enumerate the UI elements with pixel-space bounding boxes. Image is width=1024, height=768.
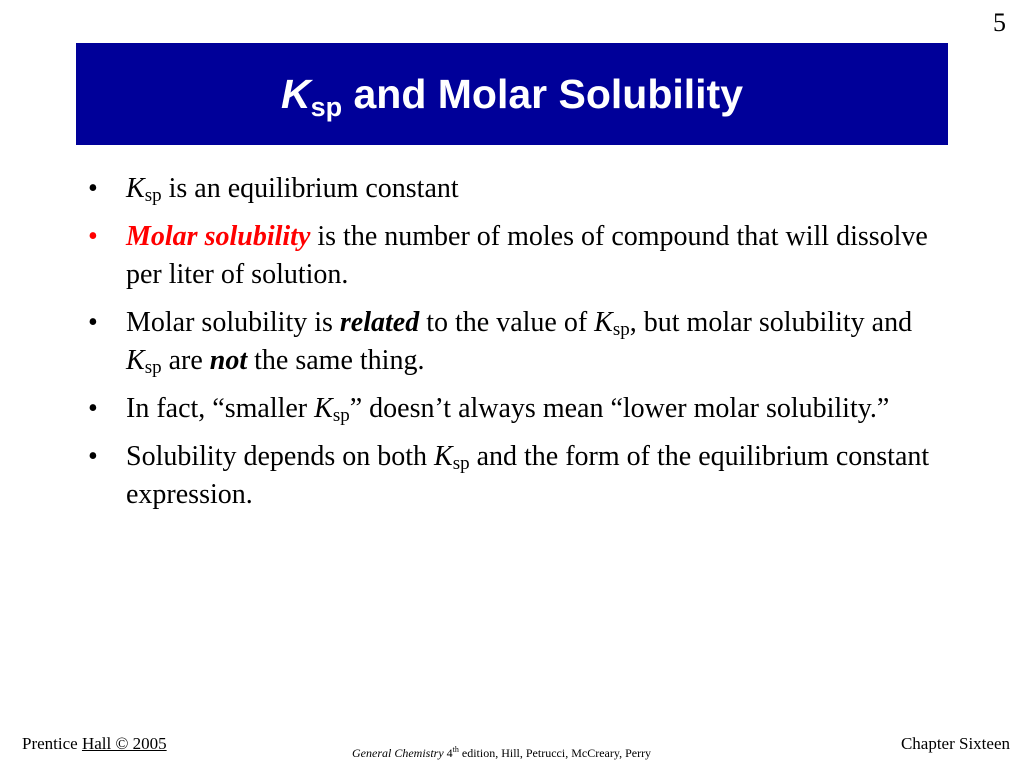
ksp-subscript: sp: [144, 357, 162, 378]
bullet-text: the same thing.: [247, 345, 425, 376]
bullet-text: Solubility depends on both: [126, 441, 434, 472]
related-emphasis: related: [339, 307, 420, 338]
title-text: and Molar Solubility: [342, 70, 744, 117]
ksp-subscript: sp: [144, 185, 162, 206]
bullet-marker: •: [88, 221, 98, 252]
bullet-text: are: [161, 345, 210, 376]
ksp-symbol: K: [126, 345, 145, 376]
bullet-item-5: [86, 438, 946, 514]
ksp-symbol: K: [594, 307, 613, 338]
not-emphasis: not: [209, 345, 248, 376]
bullet-text: Molar solubility is: [126, 307, 340, 338]
bullet-text: to the value of: [419, 307, 595, 338]
ksp-symbol: K: [126, 173, 145, 204]
footer-edition-number: 4: [443, 746, 453, 760]
bullet-item-3: [86, 304, 946, 380]
molar-solubility-emphasis: Molar solubility: [126, 221, 311, 252]
bullet-list: [86, 170, 946, 524]
bullet-text: is an equilibrium constant: [161, 173, 459, 204]
ksp-symbol: K: [434, 441, 453, 472]
ksp-subscript: sp: [612, 319, 630, 340]
ksp-subscript: sp: [332, 405, 350, 426]
footer-authors: edition, Hill, Petrucci, McCreary, Perry: [458, 746, 652, 760]
footer-copyright: Hall © 2005: [81, 734, 167, 753]
ksp-subscript: sp: [452, 453, 470, 474]
footer-book-citation: [352, 746, 651, 761]
bullet-item-4: [86, 390, 946, 428]
title-bar: [76, 43, 948, 145]
title-k-symbol: K: [280, 70, 311, 117]
bullet-marker: •: [88, 393, 98, 424]
footer-edition-suffix: th: [452, 745, 459, 754]
footer-book-title: General Chemistry: [352, 746, 444, 760]
bullet-marker: •: [88, 173, 98, 204]
bullet-marker: •: [88, 441, 98, 472]
bullet-text: is the number of moles of compound that will dissolve per liter of solution.: [126, 221, 928, 290]
title-k-subscript: sp: [310, 91, 343, 122]
footer-publisher-prefix: Prentice: [22, 734, 82, 753]
slide-title: [280, 70, 744, 122]
bullet-text: ” doesn’t always mean “lower molar solubility.”: [349, 393, 890, 424]
footer-publisher: [22, 734, 167, 754]
footer-chapter: Chapter Sixteen: [900, 734, 1010, 753]
slide-number: 5: [993, 8, 1006, 37]
bullet-marker: •: [88, 307, 98, 338]
bullet-text: , but molar solubility and: [629, 307, 913, 338]
bullet-text: In fact, “smaller: [126, 393, 315, 424]
bullet-text: and the form of the equilibrium constant expression.: [126, 441, 930, 510]
bullet-item-1: [86, 170, 946, 208]
ksp-symbol: K: [314, 393, 333, 424]
bullet-item-2: [86, 218, 946, 294]
